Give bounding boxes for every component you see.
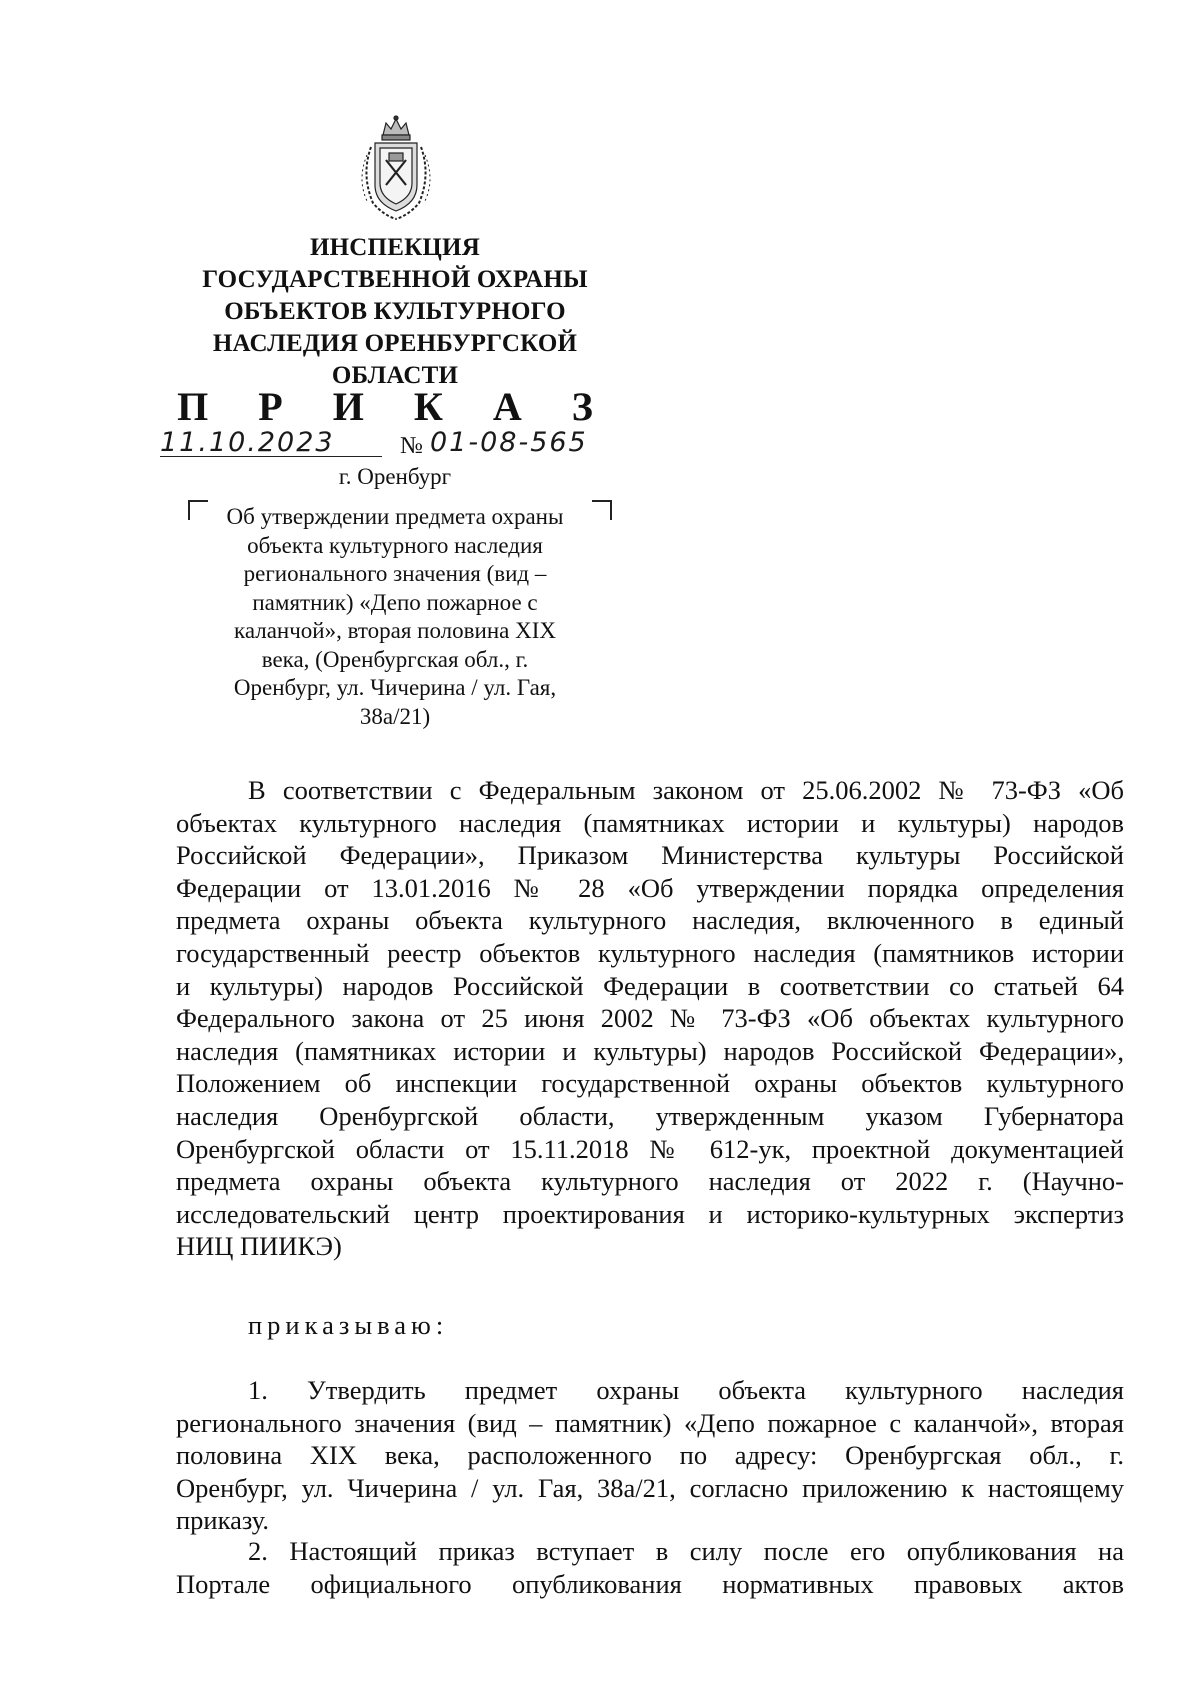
city: г. Оренбург [338,464,452,489]
paragraph-line: Федерального закона от 25 июня 2002 № 73-ФЗ «Об объектах культурного [176,1003,1124,1034]
date-underline [160,456,382,457]
order-word: приказываю: [248,1310,449,1340]
org-line: ОБЛАСТИ [331,362,459,389]
subject-bracket-right [592,500,612,520]
org-line: ОБЪЕКТОВ КУЛЬТУРНОГО [224,298,566,325]
paragraph-line: 1. Утвердить предмет охраны объекта культурного наследия [248,1375,1124,1405]
paragraph-line: НИЦ ПИИКЭ) [176,1231,342,1262]
paragraph-line: объектах культурного наследия (памятниках истории и культуры) народов [176,807,1124,838]
subject-line: века, (Оренбургская обл., г. [261,646,529,672]
paragraph-line: Оренбург, ул. Чичерина / ул. Гая, 38а/21, согласно приложению к настоящему [176,1472,1124,1503]
subject-line: каланчой», вторая половина XIX [234,618,556,643]
document-type-title: П Р И К А З [177,384,613,429]
org-line: НАСЛЕДИЯ ОРЕНБУРГСКОЙ [212,330,578,357]
paragraph-line: В соответствии с Федеральным законом от 25.06.2002 № 73-ФЗ «Об [248,775,1124,805]
paragraph-line: 2. Настоящий приказ вступает в силу после его опубликования на [248,1536,1124,1566]
order-number: 01-08-565 [430,427,588,458]
paragraph-line: Федерации от 13.01.2016 № 28 «Об утверждении порядка определения [176,872,1124,903]
date-number-line [160,425,640,465]
paragraph-line: наследия (памятниках истории и культуры) народов Российской Федерации», [176,1035,1124,1066]
paragraph-line: Портале официального опубликования нормативных правовых актов [176,1568,1124,1599]
subject-line: объекта культурного наследия [247,532,543,558]
paragraph-line: государственный реестр объектов культурного наследия (памятников истории [176,937,1124,968]
paragraph-line: Российской Федерации», Приказом Министерства культуры Российской [176,840,1124,871]
org-line: ИНСПЕКЦИЯ [310,234,480,261]
subject-line: регионального значения (вид – [243,561,547,586]
preamble-paragraph [176,774,1124,1263]
org-line: ГОСУДАРСТВЕННОЙ ОХРАНЫ [202,266,588,293]
order-item-1 [176,1374,1124,1537]
paragraph-line: Положением об инспекции государственной охраны объектов культурного [176,1068,1124,1099]
subject-line: памятник) «Депо пожарное с [252,589,538,615]
subject-line: Об утверждении предмета охраны [226,504,564,529]
coat-of-arms-icon [353,115,439,223]
paragraph-line: Оренбургской области от 15.11.2018 № 612-ук, проектной документацией [176,1133,1124,1164]
paragraph-line: предмета охраны объекта культурного наследия, включенного в единый [176,905,1124,936]
paragraph-line: наследия Оренбургской области, утвержденным указом Губернатора [176,1100,1124,1131]
order-subject [200,503,590,731]
number-sign: № [400,433,423,459]
paragraph-line: и культуры) народов Российской Федерации в соответствии со статьей 64 [176,970,1124,1001]
paragraph-line: исследовательский центр проектирования и историко-культурных экспертиз [176,1198,1124,1229]
subject-line: Оренбург, ул. Чичерина / ул. Гая, [233,675,557,700]
organization-name [170,232,620,392]
order-item-2 [176,1535,1124,1600]
paragraph-line: предмета охраны объекта культурного наследия от 2022 г. (Научно- [176,1166,1124,1197]
order-date: 11.10.2023 [160,427,335,458]
paragraph-line: регионального значения (вид – памятник) «Депо пожарное с каланчой», вторая [176,1407,1124,1438]
paragraph-line: половина XIX века, расположенного по адресу: Оренбургская обл., г. [176,1440,1124,1471]
paragraph-line: приказу. [176,1505,269,1536]
subject-line: 38а/21) [359,703,431,729]
